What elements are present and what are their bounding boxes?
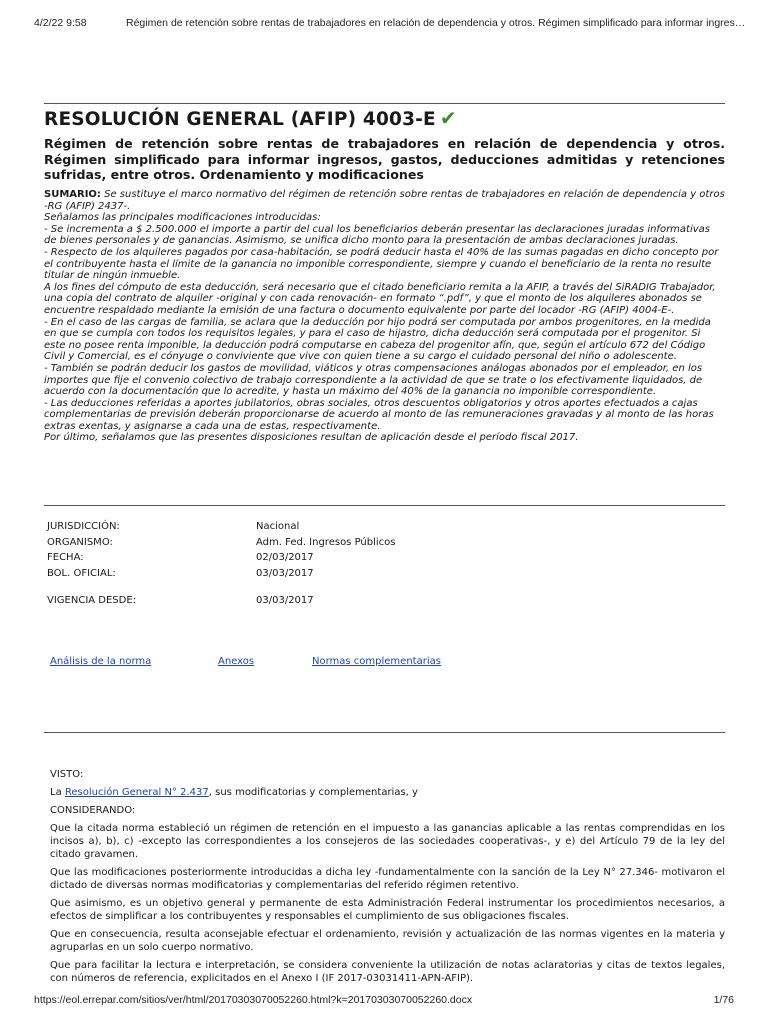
meta-label: ORGANISMO:: [47, 536, 113, 548]
meta-label: VIGENCIA DESDE:: [47, 595, 137, 606]
document-subtitle: Régimen de retención sobre rentas de trabajadores en relación de dependencia y otros. Régimen simplificado para informar ingresos, gastos, deducciones admitidas y retenciones sufridas, entre otros. Ordenamiento y modificaciones: [44, 136, 725, 182]
top-divider: [44, 103, 725, 104]
sumario-paragraph: - También se podrán deducir los gastos de movilidad, viáticos y otras compensaciones análogas abonados por el empleador, en los importes que fije el convenio colectivo de trabajo correspondiente a la actividad de que se trate o los efectivamente liquidados, de acuerdo con la documentación que lo acredite, y hasta un máximo del 40% de la ganancia no imponible correspondiente.: [44, 362, 703, 398]
meta-value: 03/03/2017: [256, 567, 314, 579]
body-divider: [44, 732, 725, 733]
meta-row-bol-oficial: [47, 566, 396, 582]
resolution-body: [50, 768, 725, 985]
meta-value: 03/03/2017: [256, 595, 314, 606]
sumario-paragraph: - Se incrementa a $ 2.500.000 el importe a partir del cual los beneficiarios deberán presentar las declaraciones juradas informativas de bienes personales y de ganancias. Asimismo, se unifica dicho monto para la presentación de ambas declaraciones juradas.: [44, 223, 711, 247]
sumario-divider: [44, 505, 725, 506]
meta-label: JURISDICCIÓN:: [47, 521, 120, 532]
considerando-paragraph: Que para facilitar la lectura e interpretación, se considera conveniente la utilización de notas aclaratorias y citas de textos legales, con números de referencia, explicitados en el Anexo I (IF 2017-03031411-APN-AFIP).: [50, 960, 725, 984]
sumario-label: SUMARIO:: [44, 189, 101, 200]
meta-row-vigencia: [47, 593, 396, 609]
sumario-block: [44, 189, 725, 444]
sumario-paragraph: - Respecto de los alquileres pagados por casa-habitación, se podrá deducir hasta el 40% de las sumas pagadas en dicho concepto por el contribuyente hasta el límite de la ganancia no imponible correspondiente, siempre y cuando el beneficiario de la renta no resulte titular de ningún inmueble.: [44, 246, 719, 282]
meta-label: FECHA:: [47, 552, 84, 563]
print-header: [34, 17, 748, 29]
check-icon: ✔: [439, 106, 457, 130]
considerando-paragraph: Que en consecuencia, resulta aconsejable efectuar el ordenamiento, revisión y actualización de las normas vigentes en la materia y agruparlas en un solo cuerpo normativo.: [50, 929, 725, 953]
normas-complementarias-link[interactable]: Normas complementarias: [312, 656, 441, 667]
considerando-paragraph: Que la citada norma estableció un régimen de retención en el impuesto a las ganancias aplicable a las rentas comprendidas en los incisos a), b), c) -excepto las correspondientes a los consejeros de las sociedades cooperativas-, y e) del Artículo 79 de la ley del citado gravamen.: [50, 823, 725, 860]
visto-heading: VISTO:: [50, 769, 84, 780]
meta-value: 02/03/2017: [256, 552, 314, 563]
considerando-paragraph: Que asimismo, es un objetivo general y permanente de esta Administración Federal instrumentar los procedimientos necesarios, a efectos de simplificar a los contribuyentes y responsables el cumplimiento de sus obligaciones fiscales.: [50, 898, 725, 922]
page-number: 1/76: [713, 994, 734, 1006]
meta-value: Adm. Fed. Ingresos Públicos: [256, 536, 396, 548]
metadata-table: [47, 519, 396, 609]
sumario-paragraph: A los fines del cómputo de esta deducción, será necesario que el citado beneficiario remita a la AFIP, a través del SiRADIG Trabajador, una copia del contrato de alquiler -original y con cada renovación- en formato “.pdf”, y que el monto de los alquileres abonados se encuentre respaldado mediante la emisión de una factura o documento equivalente por parte del locador -RG (AFIP) 4004-E-.: [44, 281, 716, 316]
meta-row-organismo: [47, 535, 396, 551]
sumario-paragraph: Señalamos las principales modificaciones introducidas:: [44, 212, 321, 224]
print-url: https://eol.errepar.com/sitios/ver/html/20170303070052260.html?k=20170303070052260.docx: [34, 994, 473, 1006]
sumario-paragraph: - En el caso de las cargas de familia, se aclara que la deducción por hijo podrá ser computada por ambos progenitores, en la medida en que se cumpla con todos los requisitos legales, y para el caso de hijastro, dicha deducción será computada por el progenitor. Si este no posee renta imponible, la deducción podrá computarse en cabeza del progenitor afín, que, según el artículo 672 del Código Civil y Comercial, es el cónyuge o conviviente que vive con quien tiene a su cargo el cuidado personal del niño o adolescente.: [44, 316, 711, 363]
meta-label: BOL. OFICIAL:: [47, 567, 116, 579]
sumario-paragraph: - Las deducciones referidas a aportes jubilatorios, obras sociales, otros descuentos obligatorios y otros aportes efectuados a cajas complementarias de previsión deberán proporcionarse de acuerdo al monto de las remuneraciones gravadas y al monto de las horas extras exentas, y asignarse a cada una de estas, respectivamente.: [44, 397, 714, 432]
considerando-paragraph: Que las modificaciones posteriormente introducidas a dicha ley -fundamentalmente con la sanción de la Ley N° 27.346- motivaron el dictado de diversas normas modificatorias y complementarias del referido régimen retentivo.: [50, 867, 725, 891]
after-link-text: , sus modificatorias y complementarias, y: [208, 787, 418, 798]
meta-row-jurisdiccion: [47, 519, 396, 535]
la-text: La: [50, 787, 62, 798]
print-date: 4/2/22 9:58: [34, 17, 87, 29]
resolucion-2437-link[interactable]: Resolución General N° 2.437: [64, 787, 209, 798]
sumario-intro: [44, 189, 725, 212]
sumario-intro-text: Se sustituye el marco normativo del régimen de retención sobre rentas de trabajadores en relación de dependencia y otros -RG (AFIP) 2437-.: [44, 189, 725, 212]
visto-text: [50, 786, 725, 799]
print-page-title: Régimen de retención sobre rentas de trabajadores en relación de dependencia y otros. Régimen simplificado para informar ingres…: [126, 17, 746, 29]
considerando-heading: CONSIDERANDO:: [50, 805, 136, 816]
anexos-link[interactable]: Anexos: [218, 656, 255, 667]
sumario-paragraph: Por último, señalamos que las presentes disposiciones resultan de aplicación desde el período fiscal 2017.: [44, 432, 579, 444]
meta-row-fecha: [47, 550, 396, 566]
print-footer: [34, 994, 734, 1006]
title-text: RESOLUCIÓN GENERAL (AFIP) 4003-E: [44, 109, 436, 130]
page-title: [44, 106, 457, 130]
meta-value: Nacional: [256, 521, 300, 532]
analisis-link[interactable]: Análisis de la norma: [50, 656, 152, 667]
